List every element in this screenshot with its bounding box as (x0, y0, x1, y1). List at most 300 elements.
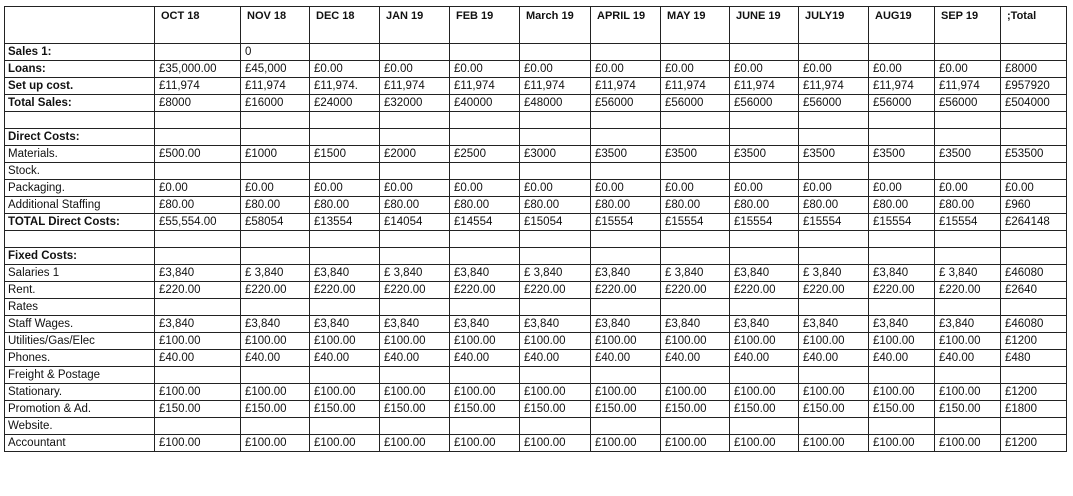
table-cell[interactable] (520, 299, 591, 316)
table-cell[interactable] (380, 129, 450, 146)
table-cell[interactable]: £55,554.00 (155, 214, 241, 231)
table-cell[interactable] (799, 44, 869, 61)
row-label-cell[interactable]: Total Sales: (5, 95, 155, 112)
table-cell[interactable] (1001, 299, 1067, 316)
table-cell[interactable]: £11,974 (869, 78, 935, 95)
table-cell[interactable] (661, 299, 730, 316)
table-cell[interactable] (520, 112, 591, 129)
table-cell[interactable]: £100.00 (450, 435, 520, 452)
table-cell[interactable] (380, 112, 450, 129)
table-cell[interactable] (730, 248, 799, 265)
table-cell[interactable]: £0.00 (799, 61, 869, 78)
table-cell[interactable]: £46080 (1001, 316, 1067, 333)
table-cell[interactable]: £56000 (730, 95, 799, 112)
column-header[interactable]: SEP 19 (935, 7, 1001, 44)
table-cell[interactable] (661, 418, 730, 435)
table-cell[interactable]: £0.00 (661, 180, 730, 197)
table-cell[interactable]: £100.00 (799, 435, 869, 452)
table-cell[interactable]: £16000 (241, 95, 310, 112)
table-cell[interactable] (380, 248, 450, 265)
table-cell[interactable] (661, 163, 730, 180)
row-label-cell[interactable] (5, 231, 155, 248)
table-cell[interactable] (730, 163, 799, 180)
table-cell[interactable]: £0.00 (520, 180, 591, 197)
table-cell[interactable]: £100.00 (520, 435, 591, 452)
table-cell[interactable]: £2640 (1001, 282, 1067, 299)
row-label-cell[interactable]: Direct Costs: (5, 129, 155, 146)
table-cell[interactable]: £0.00 (935, 180, 1001, 197)
table-cell[interactable] (661, 112, 730, 129)
table-cell[interactable] (730, 367, 799, 384)
table-cell[interactable] (799, 418, 869, 435)
table-cell[interactable]: £100.00 (935, 435, 1001, 452)
table-cell[interactable] (661, 44, 730, 61)
table-cell[interactable]: £150.00 (450, 401, 520, 418)
table-cell[interactable] (310, 299, 380, 316)
table-cell[interactable] (520, 163, 591, 180)
row-label-cell[interactable]: Website. (5, 418, 155, 435)
table-cell[interactable] (520, 367, 591, 384)
table-cell[interactable] (1001, 112, 1067, 129)
table-cell[interactable]: £500.00 (155, 146, 241, 163)
table-cell[interactable] (730, 44, 799, 61)
table-cell[interactable]: £3500 (661, 146, 730, 163)
table-cell[interactable]: £220.00 (450, 282, 520, 299)
table-cell[interactable]: £100.00 (869, 384, 935, 401)
column-header[interactable]: March 19 (520, 7, 591, 44)
table-cell[interactable]: £3,840 (591, 265, 661, 282)
table-cell[interactable] (730, 418, 799, 435)
table-cell[interactable]: £14054 (380, 214, 450, 231)
row-label-cell[interactable]: Rates (5, 299, 155, 316)
row-label-cell[interactable]: Additional Staffing (5, 197, 155, 214)
table-cell[interactable] (869, 248, 935, 265)
table-cell[interactable]: £80.00 (380, 197, 450, 214)
row-label-cell[interactable]: Materials. (5, 146, 155, 163)
table-cell[interactable]: £100.00 (310, 435, 380, 452)
table-cell[interactable]: £ 3,840 (241, 265, 310, 282)
table-cell[interactable]: £40.00 (241, 350, 310, 367)
table-cell[interactable]: £100.00 (591, 333, 661, 350)
table-cell[interactable] (935, 367, 1001, 384)
table-cell[interactable] (730, 129, 799, 146)
table-cell[interactable]: £58054 (241, 214, 310, 231)
table-cell[interactable] (520, 231, 591, 248)
table-cell[interactable]: £11,974 (155, 78, 241, 95)
table-cell[interactable] (520, 129, 591, 146)
table-cell[interactable] (799, 367, 869, 384)
row-label-cell[interactable]: Stock. (5, 163, 155, 180)
row-label-cell[interactable]: Freight & Postage (5, 367, 155, 384)
table-cell[interactable] (241, 248, 310, 265)
table-cell[interactable]: £80.00 (155, 197, 241, 214)
table-cell[interactable]: £100.00 (730, 435, 799, 452)
table-cell[interactable] (661, 231, 730, 248)
table-cell[interactable]: £220.00 (730, 282, 799, 299)
column-header[interactable]: APRIL 19 (591, 7, 661, 44)
table-cell[interactable]: £150.00 (935, 401, 1001, 418)
table-cell[interactable]: £3500 (935, 146, 1001, 163)
table-cell[interactable] (155, 248, 241, 265)
row-label-cell[interactable]: Loans: (5, 61, 155, 78)
table-cell[interactable] (450, 163, 520, 180)
table-cell[interactable]: £0.00 (380, 180, 450, 197)
table-cell[interactable]: £100.00 (869, 333, 935, 350)
row-label-cell[interactable]: Phones. (5, 350, 155, 367)
table-cell[interactable]: £3,840 (799, 316, 869, 333)
row-label-cell[interactable]: Salaries 1 (5, 265, 155, 282)
table-cell[interactable]: £ 3,840 (520, 265, 591, 282)
table-cell[interactable]: £3,840 (661, 316, 730, 333)
table-cell[interactable]: £80.00 (799, 197, 869, 214)
table-cell[interactable]: £100.00 (869, 435, 935, 452)
row-label-cell[interactable]: Staff Wages. (5, 316, 155, 333)
row-label-cell[interactable]: Stationary. (5, 384, 155, 401)
table-cell[interactable] (1001, 163, 1067, 180)
table-cell[interactable]: £220.00 (241, 282, 310, 299)
table-cell[interactable] (935, 129, 1001, 146)
row-label-cell[interactable]: TOTAL Direct Costs: (5, 214, 155, 231)
table-cell[interactable] (935, 112, 1001, 129)
table-cell[interactable] (935, 248, 1001, 265)
table-cell[interactable]: £3,840 (380, 316, 450, 333)
table-cell[interactable]: £150.00 (591, 401, 661, 418)
table-cell[interactable]: £11,974. (310, 78, 380, 95)
table-cell[interactable]: £15554 (869, 214, 935, 231)
table-cell[interactable]: £100.00 (241, 435, 310, 452)
table-cell[interactable]: £0.00 (730, 61, 799, 78)
table-cell[interactable]: £45,000 (241, 61, 310, 78)
table-cell[interactable]: £80.00 (869, 197, 935, 214)
table-cell[interactable] (450, 418, 520, 435)
table-cell[interactable] (155, 129, 241, 146)
table-cell[interactable]: £11,974 (935, 78, 1001, 95)
table-cell[interactable]: £40.00 (520, 350, 591, 367)
table-cell[interactable] (380, 231, 450, 248)
table-cell[interactable]: £53500 (1001, 146, 1067, 163)
table-cell[interactable]: £80.00 (591, 197, 661, 214)
table-cell[interactable]: £11,974 (730, 78, 799, 95)
table-cell[interactable]: £220.00 (520, 282, 591, 299)
table-cell[interactable]: £100.00 (380, 333, 450, 350)
table-cell[interactable]: £1500 (310, 146, 380, 163)
row-label-cell[interactable]: Sales 1: (5, 44, 155, 61)
table-cell[interactable]: £15054 (520, 214, 591, 231)
table-cell[interactable] (730, 231, 799, 248)
table-cell[interactable] (935, 418, 1001, 435)
table-cell[interactable]: £40.00 (730, 350, 799, 367)
table-cell[interactable]: £40.00 (450, 350, 520, 367)
table-cell[interactable] (591, 112, 661, 129)
table-cell[interactable]: £150.00 (380, 401, 450, 418)
table-cell[interactable]: £150.00 (799, 401, 869, 418)
table-cell[interactable]: £0.00 (869, 180, 935, 197)
table-cell[interactable]: £150.00 (730, 401, 799, 418)
table-cell[interactable] (591, 44, 661, 61)
table-cell[interactable]: £56000 (935, 95, 1001, 112)
table-cell[interactable]: £480 (1001, 350, 1067, 367)
table-cell[interactable]: £960 (1001, 197, 1067, 214)
table-cell[interactable]: £15554 (730, 214, 799, 231)
table-cell[interactable] (310, 44, 380, 61)
table-cell[interactable]: £ 3,840 (661, 265, 730, 282)
table-cell[interactable]: £100.00 (380, 384, 450, 401)
table-cell[interactable]: £ 3,840 (935, 265, 1001, 282)
table-cell[interactable] (310, 418, 380, 435)
table-cell[interactable]: £0.00 (310, 61, 380, 78)
table-cell[interactable]: £100.00 (935, 333, 1001, 350)
table-cell[interactable]: £3,840 (155, 316, 241, 333)
table-cell[interactable]: £8000 (1001, 61, 1067, 78)
table-cell[interactable]: £56000 (799, 95, 869, 112)
table-cell[interactable]: £3,840 (520, 316, 591, 333)
table-cell[interactable]: £0.00 (450, 61, 520, 78)
table-cell[interactable]: £1200 (1001, 435, 1067, 452)
table-cell[interactable] (310, 231, 380, 248)
table-cell[interactable] (591, 248, 661, 265)
table-cell[interactable]: £80.00 (310, 197, 380, 214)
table-cell[interactable]: £220.00 (155, 282, 241, 299)
table-cell[interactable]: £80.00 (241, 197, 310, 214)
table-cell[interactable] (380, 44, 450, 61)
row-label-cell[interactable]: Set up cost. (5, 78, 155, 95)
table-cell[interactable]: £80.00 (450, 197, 520, 214)
table-cell[interactable]: £100.00 (155, 384, 241, 401)
table-cell[interactable] (935, 231, 1001, 248)
table-cell[interactable]: £1200 (1001, 333, 1067, 350)
table-cell[interactable] (869, 418, 935, 435)
table-cell[interactable]: £0.00 (450, 180, 520, 197)
table-cell[interactable]: £100.00 (241, 333, 310, 350)
table-cell[interactable]: £100.00 (661, 435, 730, 452)
table-cell[interactable]: £100.00 (730, 384, 799, 401)
table-cell[interactable]: £56000 (661, 95, 730, 112)
table-cell[interactable]: £11,974 (520, 78, 591, 95)
table-cell[interactable] (591, 163, 661, 180)
table-cell[interactable] (380, 418, 450, 435)
table-cell[interactable]: £100.00 (155, 435, 241, 452)
table-cell[interactable] (450, 367, 520, 384)
table-cell[interactable] (241, 367, 310, 384)
table-cell[interactable] (799, 163, 869, 180)
table-cell[interactable]: £3,840 (310, 265, 380, 282)
table-cell[interactable] (241, 418, 310, 435)
row-label-cell[interactable]: Utilities/Gas/Elec (5, 333, 155, 350)
table-cell[interactable]: £3,840 (450, 265, 520, 282)
table-cell[interactable]: £80.00 (730, 197, 799, 214)
table-cell[interactable] (450, 248, 520, 265)
table-cell[interactable]: £0.00 (155, 180, 241, 197)
table-cell[interactable]: £40.00 (380, 350, 450, 367)
table-cell[interactable]: £0.00 (935, 61, 1001, 78)
table-cell[interactable] (869, 129, 935, 146)
table-cell[interactable]: £0.00 (730, 180, 799, 197)
table-cell[interactable] (450, 299, 520, 316)
table-cell[interactable] (310, 163, 380, 180)
table-cell[interactable]: £220.00 (799, 282, 869, 299)
table-cell[interactable]: £3,840 (935, 316, 1001, 333)
table-cell[interactable]: £3500 (591, 146, 661, 163)
table-cell[interactable]: £220.00 (661, 282, 730, 299)
table-cell[interactable]: £100.00 (661, 384, 730, 401)
table-cell[interactable] (155, 231, 241, 248)
table-cell[interactable]: £40000 (450, 95, 520, 112)
table-cell[interactable] (155, 163, 241, 180)
table-cell[interactable]: £80.00 (520, 197, 591, 214)
table-cell[interactable] (241, 163, 310, 180)
table-cell[interactable]: £3,840 (869, 316, 935, 333)
table-cell[interactable]: £100.00 (241, 384, 310, 401)
table-cell[interactable] (310, 112, 380, 129)
table-cell[interactable] (155, 418, 241, 435)
table-cell[interactable]: £150.00 (869, 401, 935, 418)
table-cell[interactable] (1001, 231, 1067, 248)
table-cell[interactable] (241, 129, 310, 146)
table-cell[interactable] (869, 112, 935, 129)
table-cell[interactable]: £11,974 (591, 78, 661, 95)
table-cell[interactable]: £100.00 (450, 384, 520, 401)
table-cell[interactable]: £100.00 (799, 333, 869, 350)
table-cell[interactable]: £15554 (661, 214, 730, 231)
table-cell[interactable]: £11,974 (799, 78, 869, 95)
table-cell[interactable]: £0.00 (799, 180, 869, 197)
table-cell[interactable] (799, 299, 869, 316)
table-cell[interactable]: £56000 (869, 95, 935, 112)
table-cell[interactable] (1001, 367, 1067, 384)
table-cell[interactable]: £32000 (380, 95, 450, 112)
table-cell[interactable] (310, 248, 380, 265)
table-cell[interactable] (730, 112, 799, 129)
table-cell[interactable]: £1800 (1001, 401, 1067, 418)
table-cell[interactable] (155, 367, 241, 384)
table-cell[interactable] (1001, 248, 1067, 265)
table-cell[interactable]: £0.00 (310, 180, 380, 197)
table-cell[interactable]: £100.00 (935, 384, 1001, 401)
table-cell[interactable]: £11,974 (380, 78, 450, 95)
table-cell[interactable]: £150.00 (520, 401, 591, 418)
table-cell[interactable]: £3500 (869, 146, 935, 163)
row-label-cell[interactable]: Packaging. (5, 180, 155, 197)
table-cell[interactable]: £3,840 (869, 265, 935, 282)
table-cell[interactable]: £11,974 (661, 78, 730, 95)
table-cell[interactable]: £40.00 (310, 350, 380, 367)
table-cell[interactable]: £8000 (155, 95, 241, 112)
table-cell[interactable]: £48000 (520, 95, 591, 112)
table-cell[interactable] (935, 299, 1001, 316)
table-cell[interactable]: £504000 (1001, 95, 1067, 112)
table-cell[interactable]: £100.00 (310, 384, 380, 401)
table-cell[interactable] (450, 129, 520, 146)
table-cell[interactable]: £3,840 (310, 316, 380, 333)
table-cell[interactable]: £100.00 (520, 384, 591, 401)
table-cell[interactable]: £80.00 (935, 197, 1001, 214)
table-cell[interactable]: £100.00 (155, 333, 241, 350)
table-cell[interactable]: £220.00 (935, 282, 1001, 299)
table-cell[interactable]: £40.00 (935, 350, 1001, 367)
table-cell[interactable]: £40.00 (155, 350, 241, 367)
table-cell[interactable] (799, 231, 869, 248)
table-cell[interactable] (310, 129, 380, 146)
table-cell[interactable]: £ 3,840 (380, 265, 450, 282)
table-cell[interactable]: £40.00 (799, 350, 869, 367)
table-cell[interactable]: £3500 (730, 146, 799, 163)
table-cell[interactable] (661, 248, 730, 265)
table-cell[interactable]: £220.00 (869, 282, 935, 299)
table-cell[interactable]: £100.00 (661, 333, 730, 350)
table-cell[interactable]: £220.00 (591, 282, 661, 299)
table-cell[interactable]: £15554 (799, 214, 869, 231)
column-header[interactable]: OCT 18 (155, 7, 241, 44)
table-cell[interactable]: £3000 (520, 146, 591, 163)
column-header[interactable]: JULY19 (799, 7, 869, 44)
table-cell[interactable]: £100.00 (730, 333, 799, 350)
column-header[interactable]: JUNE 19 (730, 7, 799, 44)
table-cell[interactable]: £264148 (1001, 214, 1067, 231)
table-cell[interactable] (799, 248, 869, 265)
table-cell[interactable]: £40.00 (869, 350, 935, 367)
column-header[interactable]: AUG19 (869, 7, 935, 44)
corner-cell[interactable] (5, 7, 155, 44)
table-cell[interactable]: £3,840 (730, 265, 799, 282)
table-cell[interactable] (869, 299, 935, 316)
table-cell[interactable]: £3,840 (241, 316, 310, 333)
table-cell[interactable] (730, 299, 799, 316)
table-cell[interactable] (241, 231, 310, 248)
table-cell[interactable] (380, 367, 450, 384)
row-label-cell[interactable]: Fixed Costs: (5, 248, 155, 265)
column-header[interactable]: MAY 19 (661, 7, 730, 44)
table-cell[interactable]: £3,840 (591, 316, 661, 333)
table-cell[interactable] (591, 231, 661, 248)
table-cell[interactable] (591, 299, 661, 316)
table-cell[interactable] (155, 44, 241, 61)
table-cell[interactable] (520, 418, 591, 435)
table-cell[interactable]: £2500 (450, 146, 520, 163)
table-cell[interactable] (661, 129, 730, 146)
table-cell[interactable]: £15554 (935, 214, 1001, 231)
table-cell[interactable]: £40.00 (591, 350, 661, 367)
table-cell[interactable] (869, 44, 935, 61)
table-cell[interactable]: £150.00 (241, 401, 310, 418)
table-cell[interactable]: £56000 (591, 95, 661, 112)
table-cell[interactable]: £3,840 (730, 316, 799, 333)
table-cell[interactable]: £0.00 (1001, 180, 1067, 197)
table-cell[interactable]: £957920 (1001, 78, 1067, 95)
table-cell[interactable] (661, 367, 730, 384)
table-cell[interactable] (520, 44, 591, 61)
table-cell[interactable]: £35,000.00 (155, 61, 241, 78)
table-cell[interactable] (310, 367, 380, 384)
row-label-cell[interactable]: Rent. (5, 282, 155, 299)
table-cell[interactable] (869, 231, 935, 248)
table-cell[interactable]: £3,840 (450, 316, 520, 333)
table-cell[interactable]: £150.00 (155, 401, 241, 418)
table-cell[interactable]: £100.00 (310, 333, 380, 350)
column-header[interactable]: NOV 18 (241, 7, 310, 44)
table-cell[interactable]: £220.00 (310, 282, 380, 299)
table-cell[interactable]: £3,840 (155, 265, 241, 282)
table-cell[interactable]: £24000 (310, 95, 380, 112)
table-cell[interactable]: £1000 (241, 146, 310, 163)
table-cell[interactable] (241, 112, 310, 129)
table-cell[interactable] (935, 163, 1001, 180)
table-cell[interactable]: £0.00 (869, 61, 935, 78)
table-cell[interactable]: £100.00 (380, 435, 450, 452)
column-header[interactable]: JAN 19 (380, 7, 450, 44)
table-cell[interactable]: £0.00 (520, 61, 591, 78)
column-header[interactable]: DEC 18 (310, 7, 380, 44)
table-cell[interactable] (869, 163, 935, 180)
